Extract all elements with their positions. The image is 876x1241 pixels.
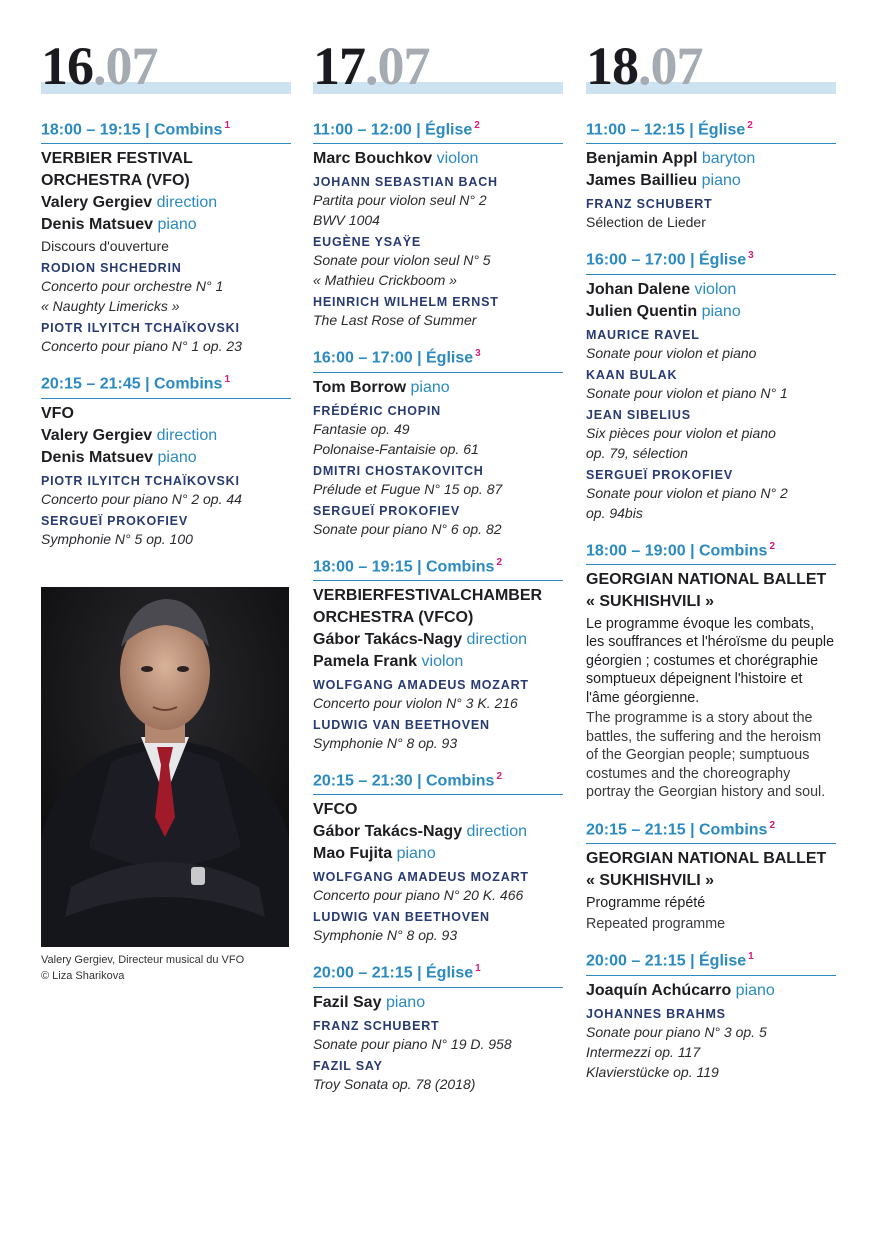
performer-name: Gábor Takács-Nagy	[313, 823, 463, 841]
work-title: Sonate pour piano N° 19 D. 958	[313, 1035, 512, 1052]
work-title: Symphonie N° 8 op. 93	[313, 734, 458, 751]
ensemble-name: VFO	[41, 404, 74, 422]
venue-footnote-marker: 2	[496, 770, 503, 782]
composer-name: JOHANNES BRAHMS	[586, 1006, 726, 1021]
event-block	[586, 816, 836, 933]
work-title: Sonate pour violon seul N° 5	[313, 252, 491, 269]
performer-name: Joaquín Achúcarro	[586, 981, 732, 999]
event-time-venue	[313, 553, 563, 581]
performer-name: Valery Gergiev	[41, 426, 153, 444]
photo-caption-text: Valery Gergiev, Directeur musical du VFO	[41, 954, 245, 966]
work-title: Sonate pour violon et piano N° 2	[586, 484, 788, 501]
work-title: « Mathieu Crickboom »	[313, 272, 457, 289]
work-title: Sélection de Lieder	[586, 214, 706, 231]
event-block	[586, 246, 836, 522]
program-note: Discours d'ouverture	[41, 238, 169, 255]
work-title: « Naughty Limericks »	[41, 298, 180, 315]
performer-role: direction	[156, 194, 218, 212]
composer-name: FAZIL SAY	[313, 1058, 383, 1073]
composer-name: SERGUEÏ PROKOFIEV	[313, 503, 460, 518]
performer-role: piano	[701, 172, 741, 190]
work-title: Intermezzi op. 117	[586, 1043, 701, 1060]
event-time-venue	[586, 246, 836, 274]
day-column	[586, 36, 836, 1082]
work-title: The Last Rose of Summer	[313, 312, 477, 329]
work-title: Klavierstücke op. 119	[586, 1063, 719, 1080]
venue-footnote-marker: 3	[475, 348, 481, 360]
date-day: 18	[586, 36, 638, 96]
work-title: Polonaise-Fantaisie op. 61	[313, 440, 479, 457]
performer-role: direction	[466, 823, 528, 841]
event-time-text: 20:15 – 21:15 | Combins	[586, 821, 768, 839]
composer-name: MAURICE RAVEL	[586, 327, 700, 342]
composer-name: HEINRICH WILHELM ERNST	[313, 295, 499, 310]
composer-name: WOLFGANG AMADEUS MOZART	[313, 870, 529, 885]
event-block	[586, 947, 836, 1081]
performer-role: piano	[410, 378, 450, 396]
work-title: Six pièces pour violon et piano	[586, 424, 776, 441]
performer	[313, 651, 563, 673]
performer	[586, 170, 836, 192]
event-time-venue	[313, 959, 563, 987]
event-time-venue	[41, 370, 291, 398]
performer-name: Mao Fujita	[313, 845, 393, 863]
ensemble-name: VFCO	[313, 801, 358, 819]
venue-footnote-marker: 1	[224, 120, 231, 131]
event-block	[313, 767, 563, 945]
ensemble-name: VERBIERFESTIVALCHAMBER ORCHESTRA (VFCO)	[313, 586, 543, 626]
event-time-venue	[586, 537, 836, 565]
work-title: BWV 1004	[313, 212, 380, 229]
photo-caption	[41, 952, 291, 984]
performer-role: piano	[735, 981, 775, 999]
work-title: Concerto pour piano N° 20 K. 466	[313, 887, 524, 904]
performer-name: Benjamin Appl	[586, 150, 698, 168]
work-title: Sonate pour violon et piano	[586, 344, 757, 361]
date-day: 16	[41, 36, 93, 96]
event-time-text: 20:15 – 21:45 | Combins	[41, 375, 223, 393]
composer-name: PIOTR ILYITCH TCHAÏKOVSKI	[41, 321, 240, 336]
date-number	[586, 36, 703, 96]
work-title: Concerto pour piano N° 2 op. 44	[41, 490, 242, 507]
event-time-venue	[41, 116, 291, 144]
composer-name: EUGÈNE YSAŸE	[313, 235, 422, 250]
performer-role: piano	[385, 993, 426, 1011]
performer-name: James Baillieu	[586, 172, 698, 190]
work-title: Symphonie N° 5 op. 100	[41, 530, 193, 547]
event-block	[586, 116, 836, 232]
performer-name: Gábor Takács-Nagy	[313, 630, 463, 648]
performer	[313, 843, 563, 865]
performer-role: violon	[436, 150, 479, 168]
performer	[313, 821, 563, 843]
event-block	[313, 116, 563, 330]
event-block	[586, 537, 836, 802]
performer	[586, 301, 836, 323]
performer-name: Valery Gergiev	[41, 194, 153, 212]
performer	[586, 980, 836, 1002]
venue-footnote-marker: 3	[748, 250, 754, 262]
date-number	[313, 36, 430, 96]
portrait-photo	[41, 587, 289, 947]
event-time-venue	[313, 344, 563, 372]
composer-name: SERGUEÏ PROKOFIEV	[586, 467, 733, 482]
performer-name: Denis Matsuev	[41, 216, 154, 234]
date-month: .07	[638, 36, 703, 96]
performer	[586, 148, 836, 170]
venue-footnote-marker: 2	[769, 540, 776, 552]
performer-role: piano	[396, 845, 436, 863]
event-time-text: 16:00 – 17:00 | Église	[313, 349, 474, 367]
event-time-text: 18:00 – 19:15 | Combins	[41, 121, 223, 139]
composer-name: LUDWIG VAN BEETHOVEN	[313, 910, 490, 925]
portrait-illustration	[41, 587, 289, 947]
event-time-text: 20:00 – 21:15 | Église	[586, 952, 747, 970]
composer-name: SERGUEÏ PROKOFIEV	[41, 513, 188, 528]
program-description-en: The programme is a story about the battles, the suffering and the heroism of the Georgian people; sumptuous costumes and the choreography portray the Georgian history and soul.	[586, 710, 826, 801]
composer-name: FRANZ SCHUBERT	[586, 197, 713, 212]
event-block	[313, 553, 563, 753]
day-column	[313, 36, 563, 1094]
event-time-venue	[586, 816, 836, 844]
performer	[313, 148, 563, 170]
venue-footnote-marker: 1	[224, 374, 231, 386]
performer-name: Julien Quentin	[586, 302, 698, 320]
performer-name: Denis Matsuev	[41, 448, 154, 466]
performer-role: baryton	[701, 150, 756, 168]
venue-footnote-marker: 2	[769, 819, 776, 831]
performer-role: piano	[157, 216, 197, 234]
performer-name: Pamela Frank	[313, 652, 418, 670]
composer-name: FRANZ SCHUBERT	[313, 1018, 440, 1033]
composer-name: KAAN BULAK	[586, 367, 678, 382]
event-time-text: 20:15 – 21:30 | Combins	[313, 772, 495, 790]
event-block	[313, 344, 563, 538]
venue-footnote-marker: 2	[747, 120, 753, 131]
composer-name: WOLFGANG AMADEUS MOZART	[313, 677, 529, 692]
performer-name: Marc Bouchkov	[313, 150, 433, 168]
composer-name: PIOTR ILYITCH TCHAÏKOVSKI	[41, 473, 240, 488]
work-title: Sonate pour piano N° 3 op. 5	[586, 1023, 767, 1040]
venue-footnote-marker: 2	[496, 556, 503, 568]
event-time-text: 18:00 – 19:00 | Combins	[586, 541, 768, 559]
date-month: .07	[93, 36, 158, 96]
work-title: Symphonie N° 8 op. 93	[313, 927, 458, 944]
composer-name: JOHANN SEBASTIAN BACH	[313, 175, 498, 190]
composer-name: LUDWIG VAN BEETHOVEN	[313, 717, 490, 732]
work-title: Partita pour violon seul N° 2	[313, 192, 487, 209]
work-title: Concerto pour piano N° 1 op. 23	[41, 338, 242, 355]
event-time-text: 20:00 – 21:15 | Église	[313, 964, 474, 982]
performer-role: piano	[157, 448, 197, 466]
composer-name: RODION SHCHEDRIN	[41, 261, 182, 276]
composer-name: FRÉDÉRIC CHOPIN	[313, 403, 441, 418]
venue-footnote-marker: 1	[475, 963, 481, 975]
performer-role: direction	[156, 426, 218, 444]
program-description-en: Repeated programme	[586, 915, 726, 932]
work-title: Sonate pour violon et piano N° 1	[586, 384, 788, 401]
event-block	[41, 370, 291, 548]
event-block	[313, 959, 563, 1093]
composer-name: JEAN SIBELIUS	[586, 407, 691, 422]
performer-name: Fazil Say	[313, 993, 382, 1011]
performer-role: violon	[694, 280, 737, 298]
performer	[313, 992, 563, 1014]
composer-name: DMITRI CHOSTAKOVITCH	[313, 463, 484, 478]
venue-footnote-marker: 2	[474, 120, 480, 131]
work-title: Concerto pour violon N° 3 K. 216	[313, 694, 518, 711]
event-block	[41, 116, 291, 356]
program-description-fr: Le programme évoque les combats, les souffrances et l'héroïsme du peuple géorgien ; costumes et chorégraphie somptueux dépeignent l'histoire et l'âme géorgienne.	[586, 615, 835, 706]
performer-role: direction	[466, 630, 528, 648]
ensemble-name: GEORGIAN NATIONAL BALLET « SUKHISHVILI »	[586, 850, 827, 890]
day-column	[41, 36, 291, 549]
performer	[586, 279, 836, 301]
work-title: op. 94bis	[586, 504, 643, 521]
work-title: op. 79, sélection	[586, 444, 688, 461]
performer-role: violon	[421, 652, 464, 670]
day-heading	[313, 36, 563, 96]
event-time-text: 11:00 – 12:00 | Église	[313, 121, 473, 139]
performer	[313, 629, 563, 651]
work-title: Prélude et Fugue N° 15 op. 87	[313, 480, 503, 497]
event-time-text: 16:00 – 17:00 | Église	[586, 251, 747, 269]
work-title: Troy Sonata op. 78 (2018)	[313, 1075, 476, 1092]
work-title: Concerto pour orchestre N° 1	[41, 278, 224, 295]
event-time-venue	[313, 767, 563, 795]
program-description-fr: Programme répété	[586, 895, 706, 912]
work-title: Sonate pour piano N° 6 op. 82	[313, 520, 502, 537]
date-month: .07	[365, 36, 430, 96]
performer-name: Tom Borrow	[313, 378, 407, 396]
date-day: 17	[313, 36, 365, 96]
event-time-venue	[313, 116, 563, 144]
ensemble-name: GEORGIAN NATIONAL BALLET « SUKHISHVILI »	[586, 570, 827, 610]
event-time-venue	[586, 947, 836, 975]
work-title: Fantasie op. 49	[313, 420, 410, 437]
performer-name: Johan Dalene	[586, 280, 691, 298]
day-heading	[586, 36, 836, 96]
event-time-text: 11:00 – 12:15 | Église	[586, 121, 746, 139]
date-number	[41, 36, 158, 96]
venue-footnote-marker: 1	[748, 951, 754, 963]
event-time-venue	[586, 116, 836, 144]
performer	[41, 425, 291, 447]
event-time-text: 18:00 – 19:15 | Combins	[313, 557, 495, 575]
performer	[41, 214, 291, 236]
performer	[41, 447, 291, 469]
ensemble-name: VERBIER FESTIVAL ORCHESTRA (VFO)	[41, 150, 193, 190]
photo-credit: © Liza Sharikova	[41, 970, 125, 982]
performer	[313, 377, 563, 399]
performer	[41, 192, 291, 214]
day-heading	[41, 36, 291, 96]
performer-role: piano	[701, 302, 741, 320]
